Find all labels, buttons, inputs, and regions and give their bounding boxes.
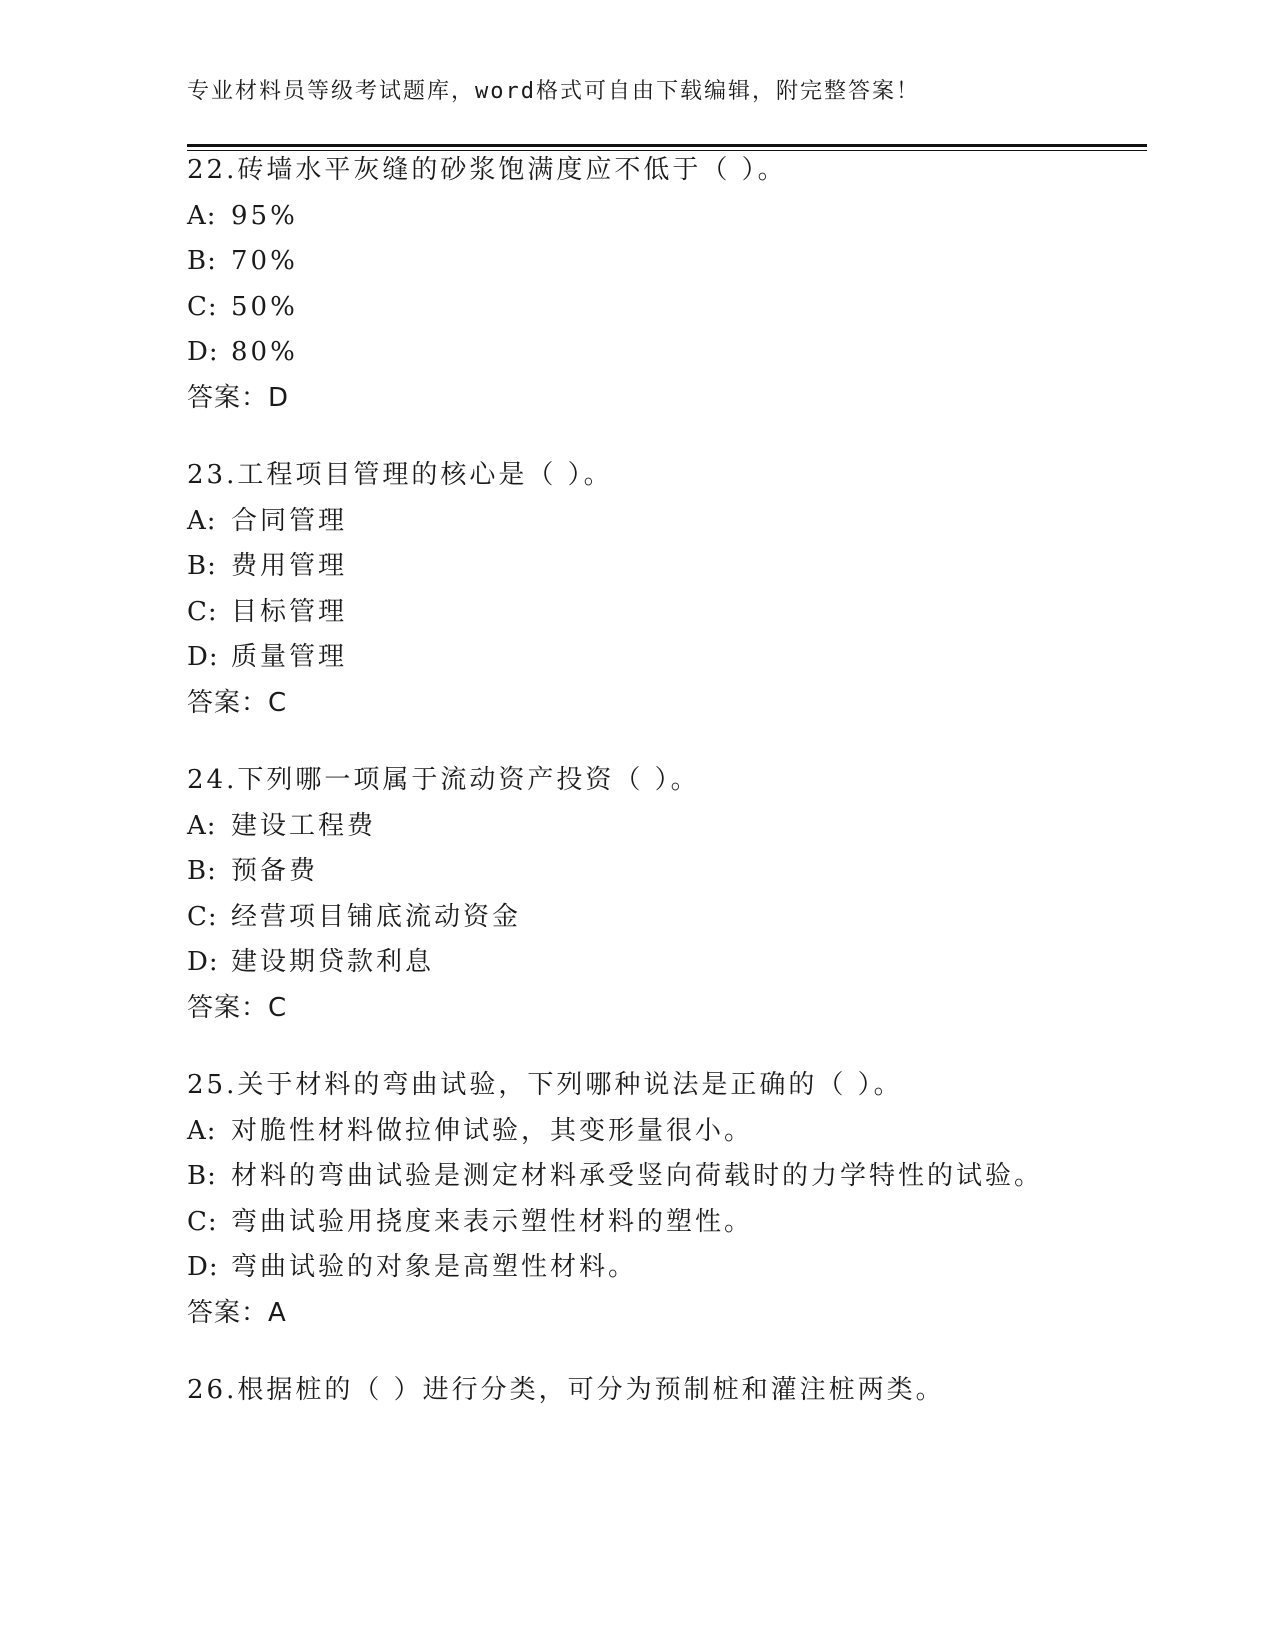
option-letter: D: (187, 1252, 219, 1282)
option-text: 95% (231, 200, 298, 231)
question-25 (187, 1063, 1087, 1336)
option-letter: C: (187, 596, 218, 627)
answer-line: 答案：A (187, 1297, 287, 1328)
question-title: 25.关于材料的弯曲试验，下列哪种说法是正确的（ ）。 (187, 1070, 903, 1100)
option-text: 材料的弯曲试验是测定材料承受竖向荷载时的力学特性的试验。 (231, 1161, 1044, 1191)
option-text: 经营项目铺底流动资金 (231, 901, 522, 932)
question-26 (187, 1368, 1087, 1414)
question-24 (187, 758, 1087, 1031)
question-title: 26.根据桩的（ ）进行分类，可分为预制桩和灌注桩两类。 (187, 1375, 945, 1405)
option-c (187, 895, 1087, 941)
question-title: 24.下列哪一项属于流动资产投资（ ）。 (187, 765, 700, 795)
option-letter: D: (187, 947, 219, 977)
option-c (187, 285, 1087, 331)
option-b (187, 1154, 1087, 1200)
question-title: 23.工程项目管理的核心是（ ）。 (187, 460, 613, 490)
option-text: 建设工程费 (231, 810, 377, 841)
option-letter: A: (187, 810, 217, 841)
option-letter: C: (187, 291, 218, 322)
option-c (187, 590, 1087, 636)
option-text: 建设期贷款利息 (231, 947, 435, 977)
option-text: 70% (231, 246, 298, 276)
option-a (187, 804, 1087, 850)
option-letter: B: (187, 1161, 217, 1191)
answer-line: 答案：C (187, 992, 288, 1023)
option-d (187, 330, 1087, 376)
option-text: 弯曲试验用挠度来表示塑性材料的塑性。 (231, 1206, 754, 1237)
question-23 (187, 453, 1087, 726)
option-letter: A: (187, 200, 217, 231)
option-letter: A: (187, 505, 217, 536)
option-d (187, 635, 1087, 681)
option-b (187, 544, 1087, 590)
option-letter: A: (187, 1115, 217, 1146)
answer-line: 答案：D (187, 382, 290, 413)
option-letter: D: (187, 337, 219, 367)
option-text: 预备费 (231, 856, 319, 886)
option-text: 合同管理 (231, 505, 348, 536)
question-title: 22.砖墙水平灰缝的砂浆饱满度应不低于（ ）。 (187, 155, 787, 185)
header-note: 专业材料员等级考试题库，word格式可自由下载编辑，附完整答案！ (187, 79, 920, 104)
option-a (187, 1109, 1087, 1155)
option-letter: B: (187, 246, 217, 276)
option-a (187, 194, 1087, 240)
option-text: 50% (231, 291, 298, 322)
question-22 (187, 148, 1087, 421)
option-a (187, 499, 1087, 545)
option-letter: C: (187, 901, 218, 932)
option-c (187, 1200, 1087, 1246)
option-d (187, 1245, 1087, 1291)
option-text: 质量管理 (231, 642, 348, 672)
option-d (187, 940, 1087, 986)
option-b (187, 849, 1087, 895)
option-text: 费用管理 (231, 551, 348, 581)
option-letter: B: (187, 551, 217, 581)
option-text: 80% (231, 337, 298, 367)
header-divider (187, 144, 1147, 147)
option-letter: D: (187, 642, 219, 672)
option-text: 目标管理 (231, 596, 348, 627)
option-letter: B: (187, 856, 217, 886)
option-text: 弯曲试验的对象是高塑性材料。 (231, 1252, 638, 1282)
option-letter: C: (187, 1206, 218, 1237)
option-b (187, 239, 1087, 285)
answer-line: 答案：C (187, 687, 288, 718)
option-text: 对脆性材料做拉伸试验，其变形量很小。 (231, 1115, 754, 1146)
